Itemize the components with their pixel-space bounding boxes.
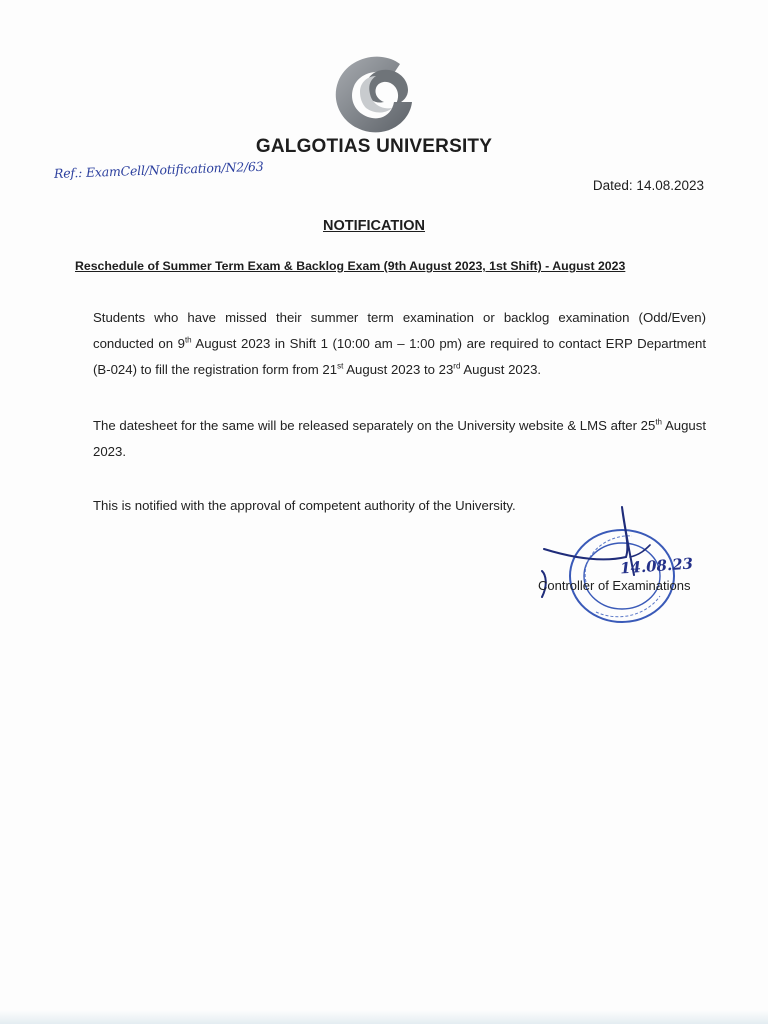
university-logo-icon [330,52,416,134]
signatory-title: Controller of Examinations [538,578,691,593]
signature-date: 14.08.23 [619,554,694,578]
paragraph-datesheet: The datesheet for the same will be released separately on the University website & LMS after 25th August 2023. [93,417,706,459]
notification-title: NOTIFICATION [322,218,426,234]
university-name: GALGOTIAS UNIVERSITY [255,136,493,157]
date-line: Dated: 14.08.2023 [592,178,704,193]
notification-subject: Reschedule of Summer Term Exam & Backlog Exam (9th August 2023, 1st Shift) - August 2023 [75,259,626,273]
paragraph-approval: This is notified with the approval of competent authority of the University. [93,498,516,513]
paragraph-registration: Students who have missed their summer term examination or backlog examination (Odd/Even) conducted on 9th August 2023 in Shift 1 (10:00 am – 1:00 pm) are required to contact ERP Department (B-024) to fill the registration form from 21st August 2023 to 23rd August 2023. [93,310,706,377]
reference-number: Ref.: ExamCell/Notification/N2/63 [53,158,264,181]
